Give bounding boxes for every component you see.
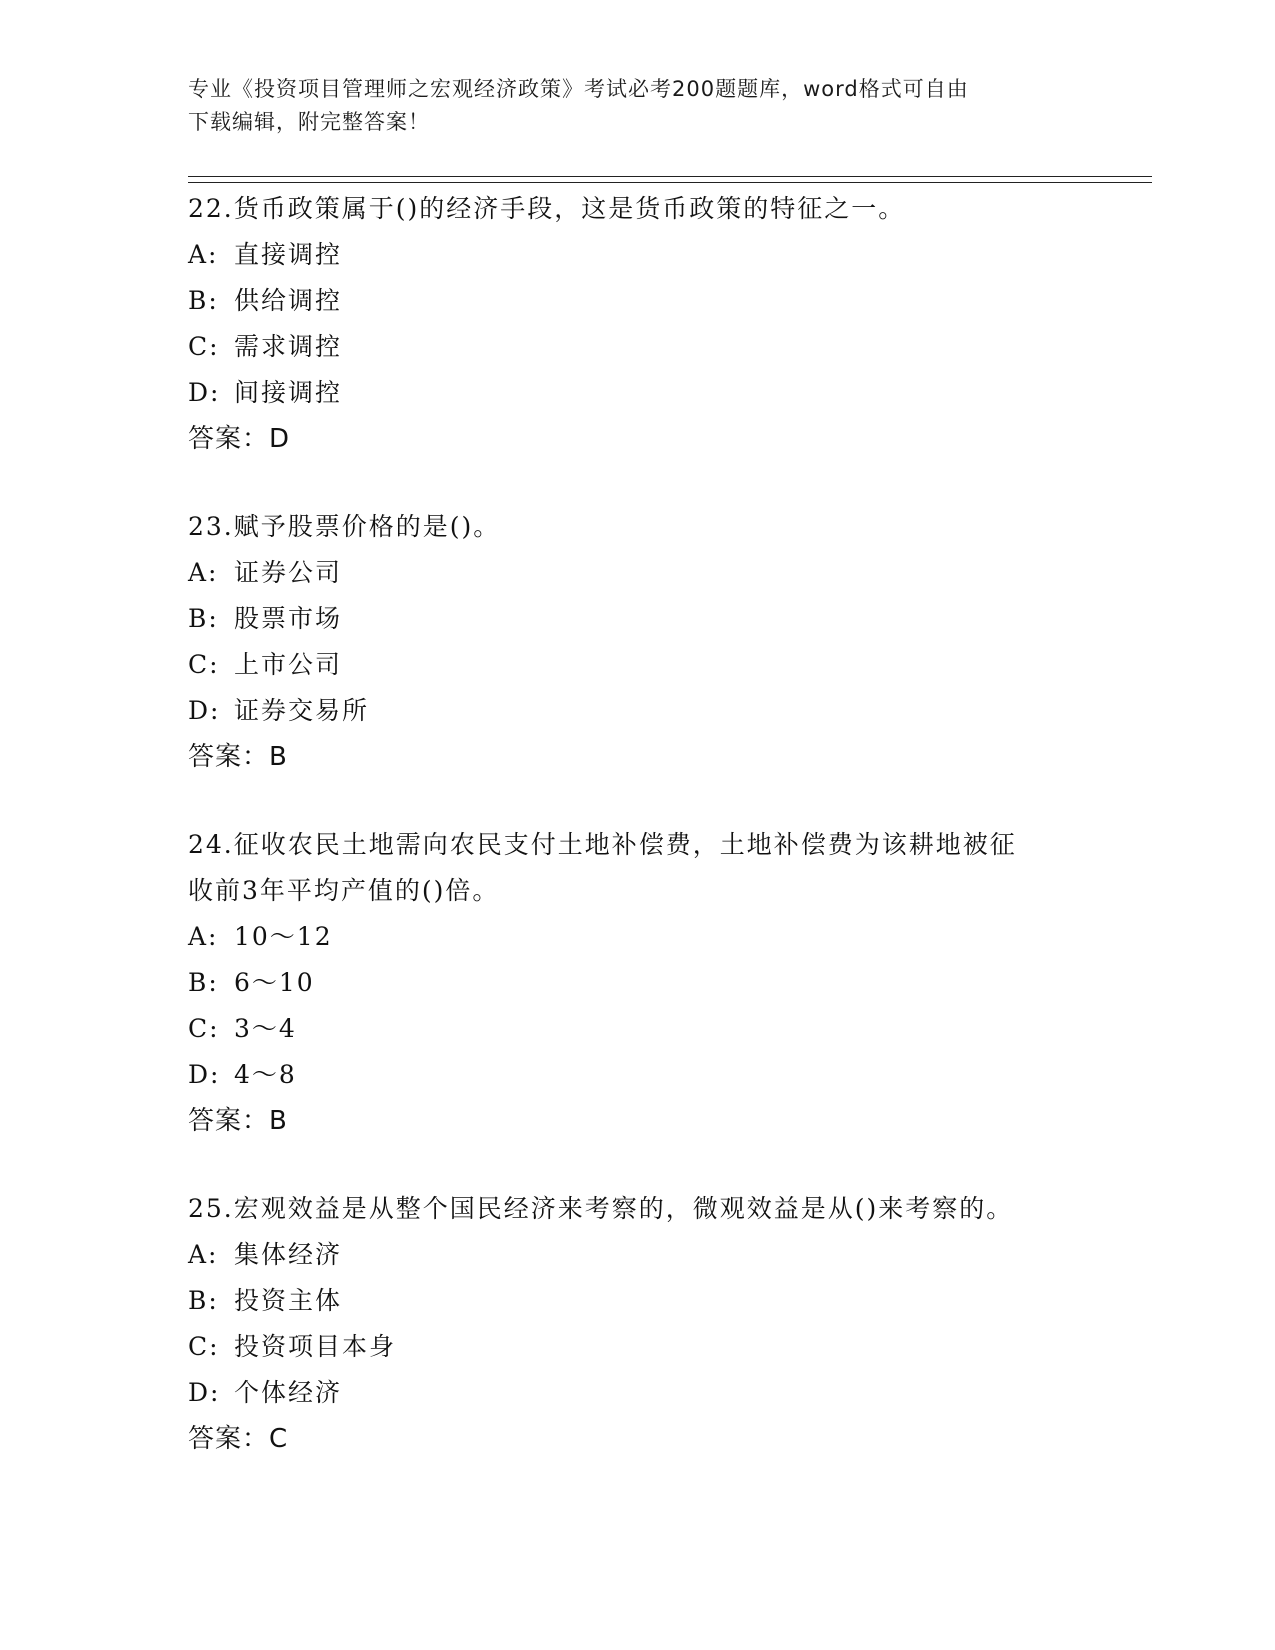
option-key: D: [188,696,221,725]
option-text: 集体经济 [234,1240,343,1269]
option-a [188,1232,1088,1278]
option-c [188,1324,1088,1370]
option-key: B: [188,968,219,997]
option-b [188,278,1088,324]
option-text: 个体经济 [234,1378,343,1407]
header-divider-top [188,176,1152,177]
option-key: B: [188,1286,219,1315]
answer: 答案：D [188,424,291,454]
option-key: B: [188,604,219,633]
option-text: 上市公司 [234,650,343,679]
option-c [188,1006,1088,1052]
header-line-2: 下载编辑，附完整答案！ [188,110,430,134]
question-text: 23.赋予股票价格的是()。 [188,512,501,541]
answer: 答案：B [188,742,288,772]
question-text-line-2: 收前3年平均产值的()倍。 [188,876,500,905]
option-text: 股票市场 [234,604,343,633]
option-key: D: [188,1378,221,1407]
option-key: A: [188,240,219,269]
question-23 [188,504,1088,780]
option-key: C: [188,1332,220,1361]
option-b [188,960,1088,1006]
option-text: 投资项目本身 [234,1332,397,1361]
option-c [188,324,1088,370]
option-a [188,232,1088,278]
option-key: A: [188,922,219,951]
option-b [188,1278,1088,1324]
option-text: 需求调控 [234,332,343,361]
option-key: D: [188,378,221,407]
option-key: B: [188,286,219,315]
answer: 答案：B [188,1106,288,1136]
option-key: C: [188,332,220,361]
option-text: 证券交易所 [234,696,370,725]
option-key: C: [188,650,220,679]
header-divider-bottom [188,182,1152,183]
option-d [188,370,1088,416]
question-text: 25.宏观效益是从整个国民经济来考察的，微观效益是从()来考察的。 [188,1194,1014,1223]
option-d [188,1370,1088,1416]
option-a [188,550,1088,596]
option-key: D: [188,1060,221,1089]
option-text: 投资主体 [234,1286,343,1315]
option-key: A: [188,558,219,587]
option-text: 直接调控 [234,240,343,269]
option-text: 4～8 [234,1060,297,1089]
option-c [188,642,1088,688]
answer: 答案：C [188,1424,289,1454]
option-text: 6～10 [234,968,315,997]
document-header [188,73,1088,139]
option-b [188,596,1088,642]
question-25 [188,1186,1088,1462]
option-key: C: [188,1014,220,1043]
option-d [188,688,1088,734]
question-22 [188,186,1088,462]
option-a [188,914,1088,960]
option-text: 10～12 [234,922,333,951]
header-line-1: 专业《投资项目管理师之宏观经济政策》考试必考200题题库，word格式可自由 [188,77,969,101]
question-text-line-1: 24.征收农民土地需向农民支付土地补偿费，土地补偿费为该耕地被征 [188,830,1017,859]
option-d [188,1052,1088,1098]
option-text: 证券公司 [234,558,343,587]
question-text: 22.货币政策属于()的经济手段，这是货币政策的特征之一。 [188,194,906,223]
option-key: A: [188,1240,219,1269]
option-text: 供给调控 [234,286,343,315]
question-24 [188,822,1088,1144]
option-text: 3～4 [234,1014,297,1043]
option-text: 间接调控 [234,378,343,407]
